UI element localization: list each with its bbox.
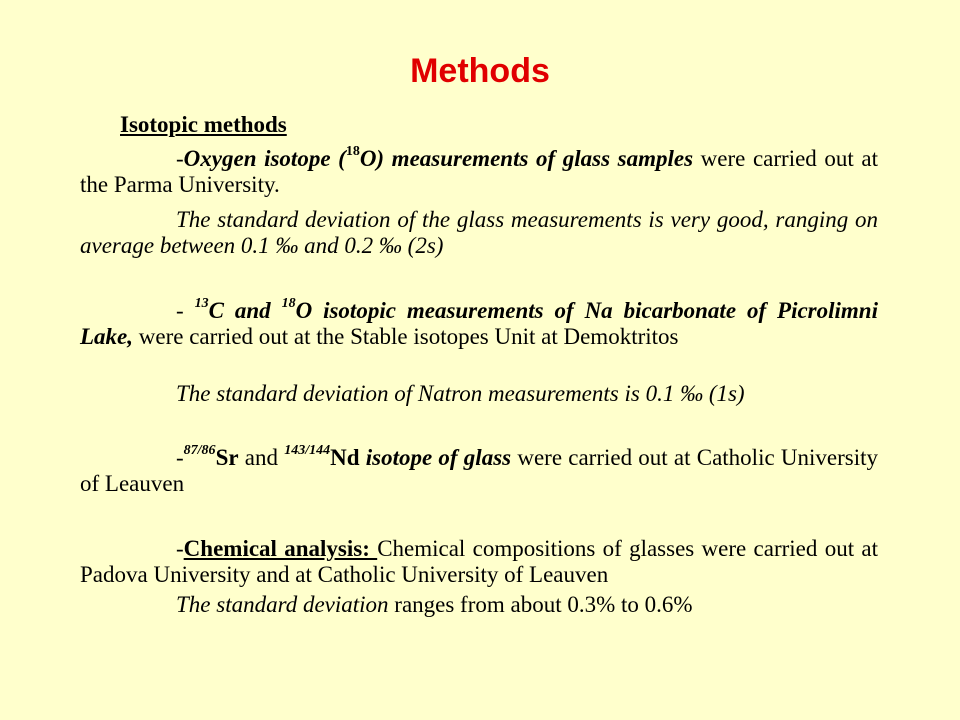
p4-sr: Sr — [215, 445, 239, 470]
p3-c: were carried out at the Stable isotopes Unit at Demoktritos — [133, 324, 679, 349]
chemical-deviation-paragraph — [80, 592, 878, 618]
chemical-analysis-paragraph — [80, 536, 878, 588]
p4-sup2: 143/144 — [284, 443, 331, 459]
p3-a: C and — [208, 298, 282, 323]
p5-dash: - — [176, 536, 184, 561]
slide-title: Methods — [410, 52, 550, 90]
p4-isotope: isotope of glass — [359, 445, 512, 470]
p1-rest: were carried out at the Parma University. — [80, 146, 879, 197]
p3-dash: - — [176, 298, 195, 323]
p3-sup1: 13 — [194, 296, 209, 312]
p3-b: O isotopic measurements of Na bicarbonate of Picrolimni Lake, — [80, 298, 878, 349]
p4-sup1: 87/86 — [183, 443, 216, 459]
p5-text: Chemical compositions of glasses were carried out at Padova University and at Catholic University of Leauven — [80, 536, 878, 587]
sr-nd-paragraph — [80, 445, 878, 497]
section-heading: Isotopic methods — [120, 112, 287, 137]
p1-lead-rest: O) measurements of glass samples — [359, 146, 694, 171]
p1-dash: - — [176, 146, 184, 171]
p5b-b: ranges from about 0.3% to 0.6% — [388, 592, 693, 617]
p3-sup2: 18 — [281, 296, 296, 312]
p3b-text: The standard deviation of Natron measurements is 0.1 ‰ (1s) — [176, 381, 745, 406]
natron-deviation-paragraph — [80, 381, 878, 407]
p4-dash: - — [176, 445, 184, 470]
p5-label: Chemical analysis: — [183, 536, 378, 561]
p1-sup: 18 — [345, 144, 360, 160]
oxygen-isotope-paragraph — [80, 146, 878, 198]
p4-rest: were carried out at Catholic University of Leauven — [80, 445, 879, 496]
p2-text: The standard deviation of the glass measurements is very good, ranging on average between 0.1 ‰ and 0.2 ‰ (2s) — [80, 207, 878, 258]
p4-nd: Nd — [330, 445, 360, 470]
p1-lead: Oxygen isotope ( — [183, 146, 346, 171]
p4-and: and — [238, 445, 285, 470]
carbon-oxygen-paragraph — [80, 298, 878, 350]
glass-deviation-paragraph — [80, 207, 878, 259]
p5b-a: The standard deviation — [176, 592, 389, 617]
